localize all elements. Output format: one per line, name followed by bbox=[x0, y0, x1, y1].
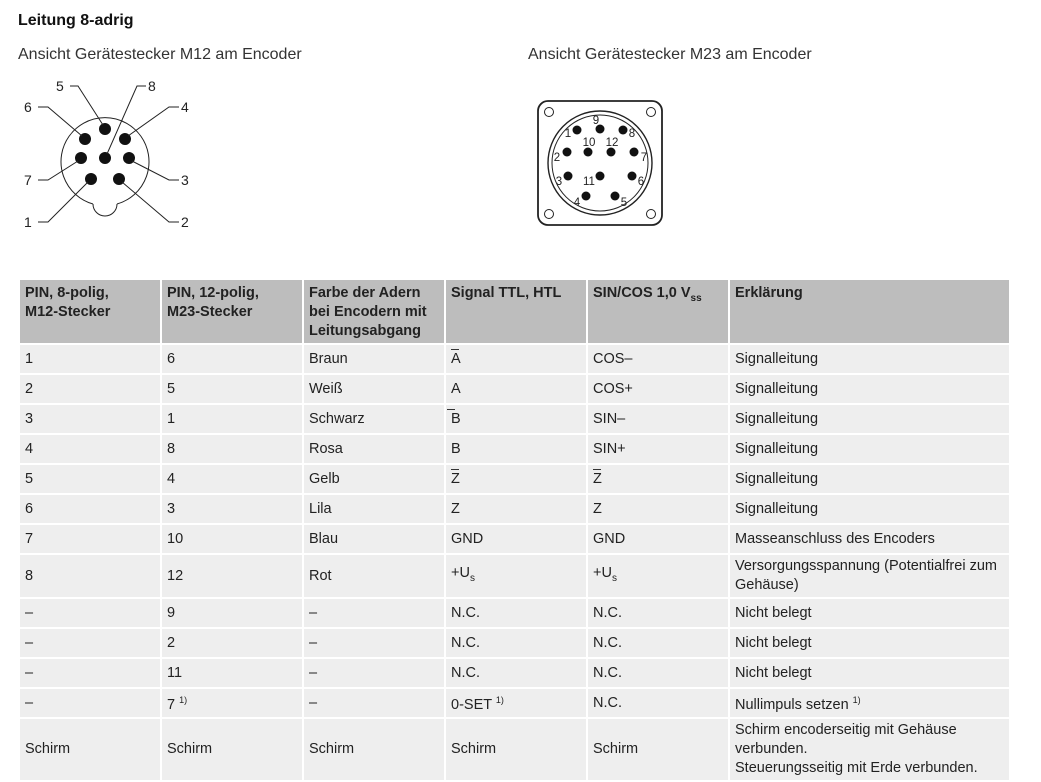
cell-erklaerung: Signalleitung bbox=[729, 494, 1010, 524]
m23-label-12: 12 bbox=[605, 137, 619, 149]
cell-signal: B bbox=[445, 404, 587, 434]
cell-farbe: Schwarz bbox=[303, 404, 445, 434]
cell-farbe: Blau bbox=[303, 524, 445, 554]
cell-sincos: N.C. bbox=[587, 628, 729, 658]
cell-signal: Z bbox=[445, 494, 587, 524]
cell-sincos: Schirm bbox=[587, 718, 729, 781]
m23-label-10: 10 bbox=[582, 137, 596, 149]
m23-label-6: 6 bbox=[637, 176, 645, 188]
cell-farbe: – bbox=[303, 658, 445, 688]
cell-erklaerung: Nullimpuls setzen $^{1)}$ bbox=[729, 688, 1010, 718]
cell-sincos: GND bbox=[587, 524, 729, 554]
table-row bbox=[19, 718, 1010, 781]
cell-pin8: 6 bbox=[19, 494, 161, 524]
m12-connector-diagram bbox=[18, 72, 208, 237]
cell-signal: N.C. bbox=[445, 658, 587, 688]
cell-farbe: Weiß bbox=[303, 374, 445, 404]
cell-erklaerung: Signalleitung bbox=[729, 374, 1010, 404]
table-row bbox=[19, 598, 1010, 628]
cell-pin12: 4 bbox=[161, 464, 303, 494]
m23-label-2: 2 bbox=[553, 152, 561, 164]
cell-erklaerung: Signalleitung bbox=[729, 434, 1010, 464]
cell-sincos: N.C. bbox=[587, 688, 729, 718]
m23-label-8: 8 bbox=[628, 128, 636, 140]
cell-pin12: 9 bbox=[161, 598, 303, 628]
cell-pin8: – bbox=[19, 598, 161, 628]
cell-sincos: COS+ bbox=[587, 374, 729, 404]
cell-pin12: 7 $^{1)}$ bbox=[161, 688, 303, 718]
m23-mount-hole bbox=[545, 108, 554, 117]
cell-pin8: Schirm bbox=[19, 718, 161, 781]
cell-pin8: 2 bbox=[19, 374, 161, 404]
m23-pin-5 bbox=[611, 192, 620, 201]
cell-pin8: 7 bbox=[19, 524, 161, 554]
cell-erklaerung: Nicht belegt bbox=[729, 598, 1010, 628]
cell-erklaerung: Nicht belegt bbox=[729, 628, 1010, 658]
cell-farbe: Rot bbox=[303, 554, 445, 598]
table-row bbox=[19, 374, 1010, 404]
table-row bbox=[19, 524, 1010, 554]
cell-sincos: N.C. bbox=[587, 598, 729, 628]
cell-sincos: SIN– bbox=[587, 404, 729, 434]
cell-erklaerung: Schirm encoderseitig mit Gehäuse verbunden. Steuerungsseitig mit Erde verbunden. bbox=[729, 718, 1010, 781]
cell-erklaerung: Signalleitung bbox=[729, 344, 1010, 374]
table-header-row bbox=[19, 279, 1010, 344]
cell-signal: B bbox=[445, 434, 587, 464]
m12-pin-3 bbox=[123, 152, 135, 164]
cell-sincos: $+U_s$ bbox=[587, 554, 729, 598]
table-row bbox=[19, 688, 1010, 718]
cell-signal: $+U_s$ bbox=[445, 554, 587, 598]
cell-farbe: Rosa bbox=[303, 434, 445, 464]
cell-sincos: SIN+ bbox=[587, 434, 729, 464]
cell-pin12: 5 bbox=[161, 374, 303, 404]
col-header-signal: Signal TTL, HTL bbox=[445, 279, 587, 344]
m23-mount-hole bbox=[647, 108, 656, 117]
cell-farbe: – bbox=[303, 598, 445, 628]
m23-label-9: 9 bbox=[592, 115, 600, 127]
cell-signal: 0-SET $^{1)}$ bbox=[445, 688, 587, 718]
m23-label-4: 4 bbox=[573, 197, 581, 209]
cell-erklaerung: Signalleitung bbox=[729, 464, 1010, 494]
cell-sincos: Z bbox=[587, 464, 729, 494]
cell-pin8: 8 bbox=[19, 554, 161, 598]
cell-pin12: 1 bbox=[161, 404, 303, 434]
cell-pin8: 1 bbox=[19, 344, 161, 374]
cell-erklaerung: Versorgungsspannung (Potentialfrei zum Gehäuse) bbox=[729, 554, 1010, 598]
cell-pin12: 10 bbox=[161, 524, 303, 554]
m12-label-7: 7 bbox=[24, 172, 32, 188]
section-title: Leitung 8-adrig bbox=[18, 12, 134, 29]
cell-pin12: 3 bbox=[161, 494, 303, 524]
m23-pin-11 bbox=[596, 172, 605, 181]
cell-pin12: Schirm bbox=[161, 718, 303, 781]
cell-farbe: – bbox=[303, 688, 445, 718]
table-row bbox=[19, 554, 1010, 598]
cell-signal: A bbox=[445, 344, 587, 374]
m23-pin-7 bbox=[630, 148, 639, 157]
m23-connector-diagram bbox=[536, 99, 666, 229]
table-row bbox=[19, 404, 1010, 434]
cell-pin12: 12 bbox=[161, 554, 303, 598]
cell-pin8: – bbox=[19, 688, 161, 718]
table-row bbox=[19, 658, 1010, 688]
cell-pin8: – bbox=[19, 658, 161, 688]
cell-signal: N.C. bbox=[445, 628, 587, 658]
cell-pin8: 3 bbox=[19, 404, 161, 434]
cell-signal: Z bbox=[445, 464, 587, 494]
cell-farbe: Gelb bbox=[303, 464, 445, 494]
cell-pin12: 2 bbox=[161, 628, 303, 658]
m12-label-6: 6 bbox=[24, 99, 32, 115]
m12-label-4: 4 bbox=[181, 99, 189, 115]
m23-pin-6 bbox=[628, 172, 637, 181]
m23-label-1: 1 bbox=[564, 128, 572, 140]
m23-label-7: 7 bbox=[640, 152, 648, 164]
m23-label-11: 11 bbox=[583, 176, 595, 188]
cell-signal: N.C. bbox=[445, 598, 587, 628]
m23-pin-8 bbox=[619, 126, 628, 135]
cell-pin12: 8 bbox=[161, 434, 303, 464]
m23-mount-hole bbox=[545, 210, 554, 219]
m12-label-2: 2 bbox=[181, 214, 189, 230]
m12-label-5: 5 bbox=[56, 78, 64, 94]
cell-farbe: Braun bbox=[303, 344, 445, 374]
cell-erklaerung: Nicht belegt bbox=[729, 658, 1010, 688]
cell-pin8: 5 bbox=[19, 464, 161, 494]
cell-erklaerung: Signalleitung bbox=[729, 404, 1010, 434]
cell-sincos: COS– bbox=[587, 344, 729, 374]
col-header-pin8: PIN, 8-polig, M12-Stecker bbox=[19, 279, 161, 344]
cell-pin8: 4 bbox=[19, 434, 161, 464]
cell-signal: A bbox=[445, 374, 587, 404]
m23-label-5: 5 bbox=[620, 197, 628, 209]
m23-pin-2 bbox=[563, 148, 572, 157]
cell-pin8: – bbox=[19, 628, 161, 658]
cell-sincos: Z bbox=[587, 494, 729, 524]
table-row bbox=[19, 434, 1010, 464]
m23-pin-4 bbox=[582, 192, 591, 201]
m23-label-3: 3 bbox=[555, 176, 563, 188]
cell-sincos: N.C. bbox=[587, 658, 729, 688]
m12-pin-8 bbox=[99, 152, 111, 164]
table-row bbox=[19, 494, 1010, 524]
col-header-erklaerung: Erklärung bbox=[729, 279, 1010, 344]
m23-pin-3 bbox=[564, 172, 573, 181]
col-header-farbe: Farbe der Adern bei Encodern mit Leitungsabgang bbox=[303, 279, 445, 344]
cell-erklaerung: Masseanschluss des Encoders bbox=[729, 524, 1010, 554]
m12-caption: Ansicht Gerätestecker M12 am Encoder bbox=[18, 46, 302, 63]
m23-mount-hole bbox=[647, 210, 656, 219]
cell-signal: GND bbox=[445, 524, 587, 554]
cell-pin12: 6 bbox=[161, 344, 303, 374]
cell-farbe: Lila bbox=[303, 494, 445, 524]
table-row bbox=[19, 344, 1010, 374]
col-header-sincos: SIN/COS 1,0 $V_{ss}$ bbox=[587, 279, 729, 344]
pin-assignment-table bbox=[18, 278, 1011, 782]
table-row bbox=[19, 464, 1010, 494]
m23-caption: Ansicht Gerätestecker M23 am Encoder bbox=[528, 46, 812, 63]
cell-signal: Schirm bbox=[445, 718, 587, 781]
m12-label-3: 3 bbox=[181, 172, 189, 188]
m23-pin-1 bbox=[573, 126, 582, 135]
cell-farbe: – bbox=[303, 628, 445, 658]
table-row bbox=[19, 628, 1010, 658]
cell-pin12: 11 bbox=[161, 658, 303, 688]
cell-farbe: Schirm bbox=[303, 718, 445, 781]
m12-label-8: 8 bbox=[148, 78, 156, 94]
m12-label-1: 1 bbox=[24, 214, 32, 230]
m12-pin-5 bbox=[99, 123, 111, 135]
col-header-pin12: PIN, 12-polig, M23-Stecker bbox=[161, 279, 303, 344]
